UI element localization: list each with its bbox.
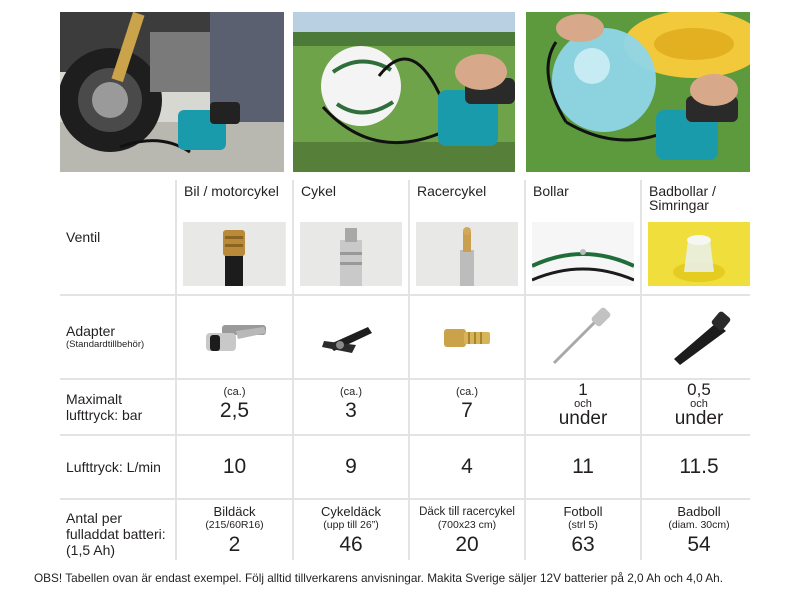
battery-cell-car: Bildäck (215/60R16) 2 xyxy=(177,500,292,568)
row-label-adapter: Adapter (Standardtillbehör) xyxy=(60,296,175,378)
pressure-cell-racer: (ca.) 7 xyxy=(410,380,524,434)
valve-cell-racer xyxy=(410,180,524,294)
row-label-pressure: Maximalt lufttryck: bar xyxy=(60,380,175,434)
pressure-cell-car: (ca.) 2,5 xyxy=(177,380,292,434)
photo-motorcycle-tire xyxy=(60,12,284,172)
photo-strip xyxy=(60,12,750,172)
car-adapter-icon xyxy=(200,315,270,359)
flow-cell-racer: 4 xyxy=(410,436,524,498)
ball-needle-icon xyxy=(548,307,618,367)
flow-cell-bicycle: 9 xyxy=(294,436,408,498)
row-label-flow: Lufttryck: L/min xyxy=(60,436,175,498)
ball-valve-image xyxy=(532,222,634,286)
column-header: Cykel xyxy=(301,183,337,199)
presta-valve-image xyxy=(416,222,518,286)
adapter-cell-beachballs xyxy=(642,296,756,378)
valve-cell-beachballs xyxy=(642,180,756,294)
pressure-cell-balls: 1 och under xyxy=(526,380,640,434)
photo-football xyxy=(293,12,515,172)
flow-cell-balls: 11 xyxy=(526,436,640,498)
row-label-battery: Antal per fulladdat batteri: (1,5 Ah) xyxy=(60,500,175,568)
photo-beach-ball xyxy=(526,12,750,172)
valve-cell-balls xyxy=(526,180,640,294)
comparison-table xyxy=(60,180,750,560)
car-valve-image xyxy=(183,222,286,286)
column-header: Badbollar / Simringar xyxy=(649,183,716,213)
beach-ball-valve-image xyxy=(648,222,750,286)
flow-cell-beachballs: 11.5 xyxy=(642,436,756,498)
battery-cell-beachballs: Badboll (diam. 30cm) 54 xyxy=(642,500,756,568)
flow-cell-car: 10 xyxy=(177,436,292,498)
valve-cell-bicycle xyxy=(294,180,408,294)
battery-cell-bicycle: Cykeldäck (upp till 26”) 46 xyxy=(294,500,408,568)
cone-nozzle-icon xyxy=(664,307,734,367)
column-header: Racercykel xyxy=(417,183,487,199)
valve-cell-car xyxy=(177,180,292,294)
bicycle-valve-image xyxy=(300,222,402,286)
adapter-cell-racer xyxy=(410,296,524,378)
column-header: Bil / motorcykel xyxy=(184,183,279,199)
column-header: Bollar xyxy=(533,183,569,199)
adapter-cell-car xyxy=(177,296,292,378)
disclaimer-note: OBS! Tabellen ovan är endast exempel. Följ alltid tillverkarens anvisningar. Makita Sverige säljer 12V batterier på 2,0 Ah och 4,0 Ah. xyxy=(34,571,723,585)
pressure-cell-beachballs: 0,5 och under xyxy=(642,380,756,434)
battery-cell-racer: Däck till racercykel (700x23 cm) 20 xyxy=(410,500,524,568)
bicycle-clip-icon xyxy=(316,315,386,359)
adapter-cell-balls xyxy=(526,296,640,378)
row-label-valve: Ventil xyxy=(60,180,175,294)
pressure-cell-bicycle: (ca.) 3 xyxy=(294,380,408,434)
presta-adapter-icon xyxy=(432,315,502,359)
battery-cell-balls: Fotboll (strl 5) 63 xyxy=(526,500,640,568)
adapter-cell-bicycle xyxy=(294,296,408,378)
